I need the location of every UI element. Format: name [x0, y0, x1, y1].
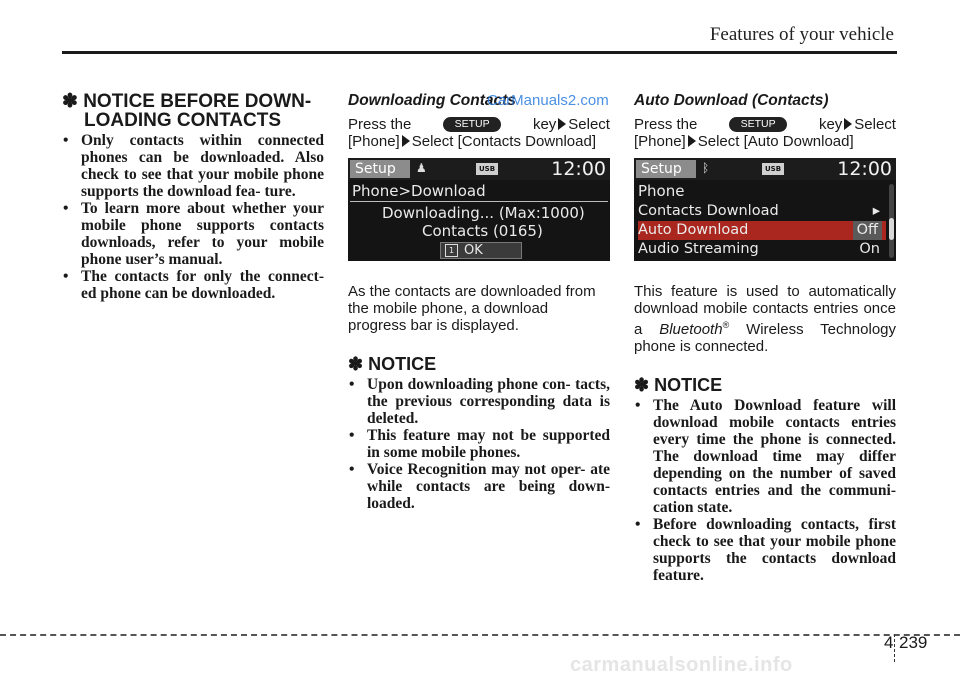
path-auto-download: Select [Auto Download]	[697, 133, 854, 150]
bluetooth-icon: ᛒ	[702, 161, 710, 175]
menu-item-label: Audio Streaming	[638, 241, 759, 257]
toggle-value: On	[859, 241, 880, 257]
list-item: • The contacts for only the connect- ed phone can be downloaded.	[62, 268, 324, 302]
chevron-right-icon: ▸	[872, 203, 880, 219]
arrow-right-icon	[402, 135, 410, 147]
notice-bullet-list	[634, 397, 896, 584]
setup-key-badge: SETUP	[729, 117, 787, 132]
key-select-text	[819, 116, 896, 133]
chapter-number: 4	[884, 633, 894, 652]
list-item: • Upon downloading phone con- tacts, the previous corresponding data is deleted.	[348, 376, 610, 427]
menu-item-label: Auto Download	[638, 222, 749, 238]
bluetooth-word: Bluetooth	[659, 321, 723, 338]
screen-download-progress	[348, 158, 610, 261]
auto-download-description	[634, 283, 896, 355]
key-text: key	[532, 116, 557, 133]
select-text: Select	[854, 116, 896, 133]
notice-heading-line2: LOADING CONTACTS	[84, 110, 282, 131]
screen-phone-settings	[634, 158, 896, 261]
list-item: • The Auto Download feature will download mobile contacts entries every time the phone is connected. The download time may differ depending on the number of saved contacts entries and the communi- cation state.	[634, 397, 896, 516]
screen-contacts-count: Contacts (0165)	[422, 222, 543, 240]
notice-bullet-list	[348, 376, 610, 512]
page-separator	[894, 634, 895, 662]
instruction-path	[634, 133, 896, 150]
watermark-top: CarManuals2.com	[487, 92, 609, 109]
screen-scroll-thumb	[889, 218, 894, 240]
screen-title: Phone	[638, 182, 685, 200]
select-text: Select	[568, 116, 610, 133]
list-item: • Voice Recognition may not oper- ate while contacts are being down- loaded.	[348, 461, 610, 512]
screen-ok-button	[440, 242, 522, 259]
instruction-path	[348, 133, 610, 150]
notice-heading	[62, 92, 324, 130]
list-item: • Before downloading contacts, first check to see that your mobile phone supports the contacts download feature.	[634, 516, 896, 584]
screen-setup-tab: Setup	[350, 160, 410, 178]
press-the-text: Press the	[634, 116, 698, 133]
watermark-bottom: carmanualsonline.info	[570, 654, 793, 676]
toggle-value: Off	[853, 221, 882, 240]
list-item: • To learn more about whether your mobile phone supports contacts downloads, refer to your mobile phone user’s manual.	[62, 200, 324, 268]
instruction-line	[634, 116, 896, 133]
arrow-right-icon	[558, 118, 566, 130]
arrow-right-icon	[844, 118, 852, 130]
column-notice-before-download	[62, 92, 324, 302]
setup-key-badge: SETUP	[443, 117, 501, 132]
page-number: 239	[899, 633, 928, 652]
screen-download-status: Downloading... (Max:1000)	[382, 204, 585, 222]
screen-clock: 12:00	[551, 158, 606, 180]
screen-breadcrumb: Phone>Download	[352, 182, 486, 200]
description-part-a: This feature is used to automatically download mobile contacts entries once a	[634, 283, 896, 338]
path-contacts-download: Select [Contacts Download]	[411, 133, 596, 150]
press-the-text: Press the	[348, 116, 412, 133]
screen-setup-tab: Setup	[636, 160, 696, 178]
column-downloading-contacts	[348, 92, 610, 512]
list-item: • This feature may not be supported in some mobile phones.	[348, 427, 610, 461]
column-auto-download	[634, 92, 896, 584]
path-phone: [Phone]	[348, 133, 400, 150]
notice-star-icon: ✽	[634, 375, 650, 395]
list-item: • Only contacts within connected phones can be downloaded. Also check to see that your mobile phone supports the download fea- ture.	[62, 132, 324, 200]
notice-heading-line1: NOTICE BEFORE DOWN-	[83, 91, 312, 112]
menu-item-label: Contacts Download	[638, 203, 779, 219]
header-rule	[62, 51, 897, 54]
section-heading: Downloading Contacts	[348, 92, 516, 109]
registered-mark: ®	[722, 320, 730, 330]
key-select-text	[533, 116, 610, 133]
path-phone: [Phone]	[634, 133, 686, 150]
screen-clock: 12:00	[837, 158, 892, 180]
running-header: Features of your vehicle	[709, 24, 894, 45]
arrow-right-icon	[688, 135, 696, 147]
description-part-b: Wireless Technology phone is connected.	[634, 321, 897, 355]
notice-heading	[348, 354, 610, 374]
section-heading: Auto Download (Contacts)	[634, 92, 829, 109]
screen-divider	[350, 201, 608, 202]
menu-item-contacts-download	[638, 202, 886, 221]
notice-title: NOTICE	[654, 375, 723, 395]
usb-icon: USB	[762, 163, 784, 175]
menu-item-auto-download	[638, 221, 886, 240]
notice-star-icon: ✽	[348, 354, 364, 374]
notice-heading	[634, 375, 896, 395]
menu-item-audio-streaming	[638, 240, 886, 259]
ok-number: 1	[445, 244, 458, 257]
notice-star-icon: ✽	[62, 91, 78, 112]
notice-bullet-list	[62, 132, 324, 302]
usb-icon: USB	[476, 163, 498, 175]
key-text: key	[818, 116, 843, 133]
instruction-line	[348, 116, 610, 133]
footer-rule	[0, 634, 960, 636]
person-icon: ♟	[416, 161, 427, 175]
notice-title: NOTICE	[368, 354, 437, 374]
download-description: As the contacts are downloaded from the mobile phone, a download progress bar is displayed.	[348, 283, 596, 334]
ok-label: OK	[464, 243, 483, 258]
